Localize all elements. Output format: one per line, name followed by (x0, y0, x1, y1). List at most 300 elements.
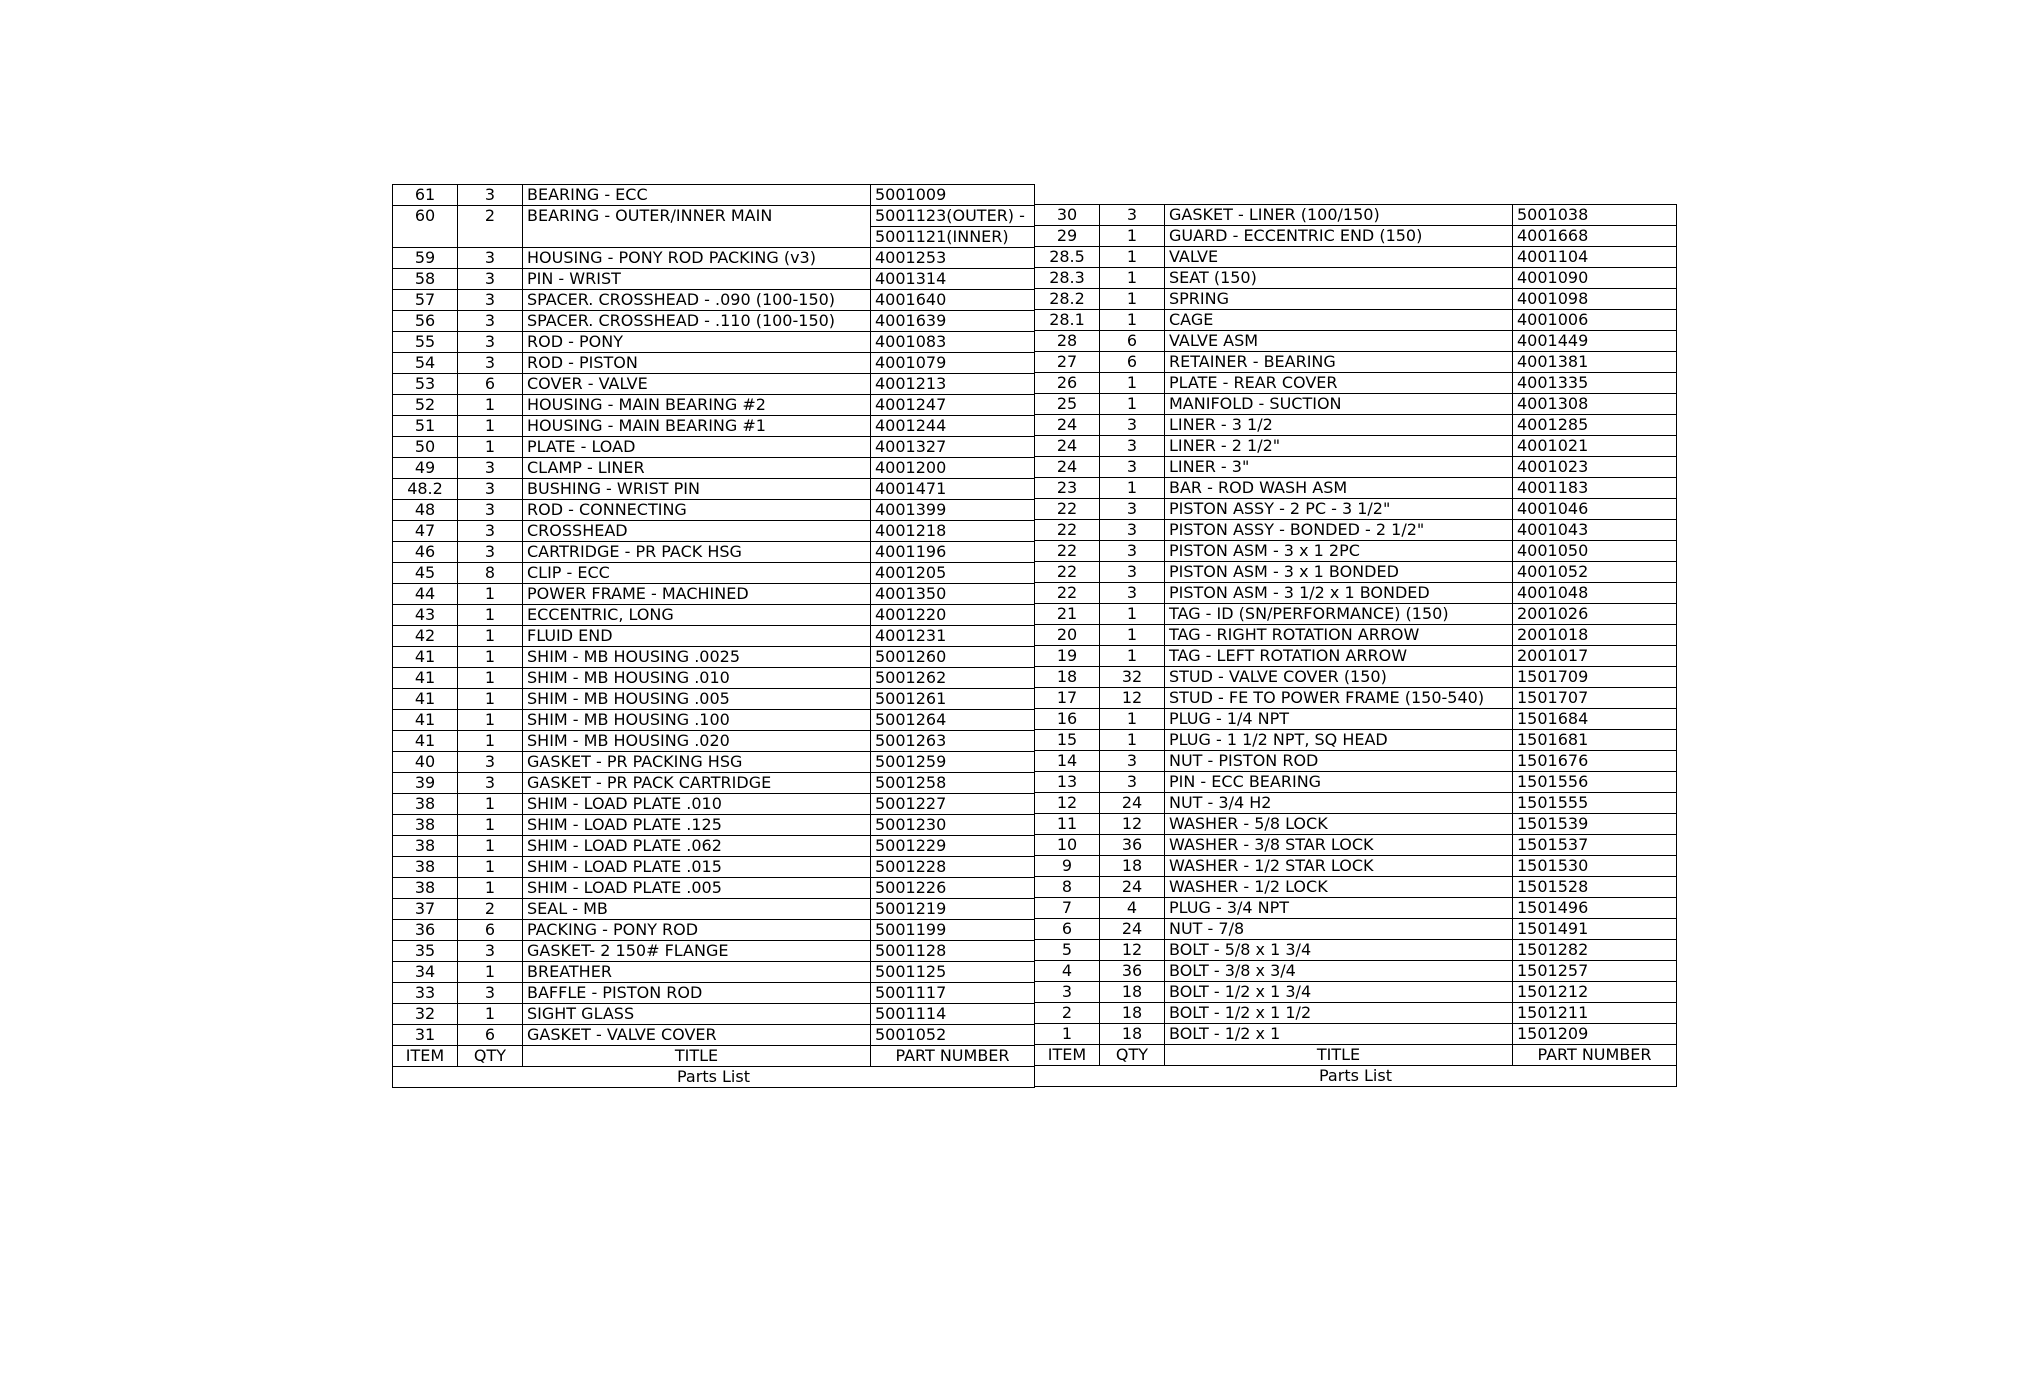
part-number-cell: 1501537 (1513, 835, 1677, 856)
part-number-cell: 5001228 (871, 857, 1035, 878)
item-number-cell: 15 (1035, 730, 1100, 751)
title-cell: BOLT - 3/8 x 3/4 (1165, 961, 1513, 982)
item-number-cell: 29 (1035, 226, 1100, 247)
quantity-cell: 3 (458, 290, 523, 311)
item-number-cell: 20 (1035, 625, 1100, 646)
part-number-cell: 4001213 (871, 374, 1035, 395)
quantity-cell: 3 (458, 479, 523, 500)
title-cell: WASHER - 5/8 LOCK (1165, 814, 1513, 835)
quantity-cell: 3 (1100, 499, 1165, 520)
quantity-cell: 3 (458, 983, 523, 1004)
table-row (393, 689, 1035, 710)
item-number-cell: 41 (393, 731, 458, 752)
title-cell: BOLT - 1/2 x 1 (1165, 1024, 1513, 1045)
item-number-cell: 32 (393, 1004, 458, 1025)
title-cell: SHIM - LOAD PLATE .015 (523, 857, 871, 878)
quantity-cell: 1 (458, 878, 523, 899)
table-row (1035, 1003, 1677, 1024)
item-number-cell: 9 (1035, 856, 1100, 877)
table-row (393, 920, 1035, 941)
item-number-cell: 41 (393, 689, 458, 710)
item-number-cell: 22 (1035, 562, 1100, 583)
item-number-cell: 58 (393, 269, 458, 290)
item-number-cell: 26 (1035, 373, 1100, 394)
quantity-cell: 3 (1100, 457, 1165, 478)
table-row (1035, 478, 1677, 499)
title-cell: PLUG - 1/4 NPT (1165, 709, 1513, 730)
quantity-cell: 24 (1100, 877, 1165, 898)
quantity-cell: 1 (1100, 268, 1165, 289)
item-number-cell: 49 (393, 458, 458, 479)
item-number-cell: 28.1 (1035, 310, 1100, 331)
title-cell: BUSHING - WRIST PIN (523, 479, 871, 500)
part-number-cell: 4001471 (871, 479, 1035, 500)
title-cell: GASKET - LINER (100/150) (1165, 205, 1513, 226)
quantity-cell: 18 (1100, 982, 1165, 1003)
table-row (393, 899, 1035, 920)
item-number-cell: 60 (393, 206, 458, 248)
quantity-cell: 12 (1100, 688, 1165, 709)
title-cell: LINER - 2 1/2" (1165, 436, 1513, 457)
title-cell: BAR - ROD WASH ASM (1165, 478, 1513, 499)
item-number-cell: 53 (393, 374, 458, 395)
part-number-cell: 4001285 (1513, 415, 1677, 436)
item-number-cell: 22 (1035, 499, 1100, 520)
item-number-cell: 12 (1035, 793, 1100, 814)
table-row (393, 752, 1035, 773)
quantity-cell: 3 (1100, 751, 1165, 772)
item-number-cell: 55 (393, 332, 458, 353)
item-number-cell: 24 (1035, 457, 1100, 478)
quantity-cell: 36 (1100, 961, 1165, 982)
title-cell: PLUG - 3/4 NPT (1165, 898, 1513, 919)
quantity-cell: 6 (1100, 352, 1165, 373)
title-cell: NUT - PISTON ROD (1165, 751, 1513, 772)
title-cell: MANIFOLD - SUCTION (1165, 394, 1513, 415)
item-number-cell: 43 (393, 605, 458, 626)
table-row (1035, 247, 1677, 268)
part-number-cell: 4001640 (871, 290, 1035, 311)
quantity-cell: 6 (458, 1025, 523, 1046)
qty-column-header: QTY (458, 1046, 523, 1067)
part-number-cell: 5001230 (871, 815, 1035, 836)
quantity-cell: 3 (458, 500, 523, 521)
title-cell: LINER - 3 1/2 (1165, 415, 1513, 436)
part-number-cell: 4001104 (1513, 247, 1677, 268)
title-cell: STUD - VALVE COVER (150) (1165, 667, 1513, 688)
quantity-cell: 1 (458, 815, 523, 836)
item-number-cell: 38 (393, 794, 458, 815)
table-row (393, 332, 1035, 353)
part-number-cell: 4001098 (1513, 289, 1677, 310)
quantity-cell: 18 (1100, 1024, 1165, 1045)
quantity-cell: 3 (1100, 541, 1165, 562)
quantity-cell: 1 (458, 794, 523, 815)
part-number-cell: 1501530 (1513, 856, 1677, 877)
title-cell: SEAT (150) (1165, 268, 1513, 289)
quantity-cell: 1 (458, 689, 523, 710)
quantity-cell: 3 (458, 521, 523, 542)
table-row (393, 794, 1035, 815)
table-row (1035, 394, 1677, 415)
item-number-cell: 39 (393, 773, 458, 794)
title-column-header: TITLE (1165, 1045, 1513, 1066)
table-row (1035, 310, 1677, 331)
title-cell: SHIM - LOAD PLATE .010 (523, 794, 871, 815)
title-cell: RETAINER - BEARING (1165, 352, 1513, 373)
table-row (393, 626, 1035, 647)
part-number-cell: 5001262 (871, 668, 1035, 689)
table-row (1035, 373, 1677, 394)
title-cell: SPACER. CROSSHEAD - .090 (100-150) (523, 290, 871, 311)
title-cell: BOLT - 5/8 x 1 3/4 (1165, 940, 1513, 961)
part-number-cell: 4001308 (1513, 394, 1677, 415)
quantity-cell: 8 (458, 563, 523, 584)
table-row (393, 311, 1035, 332)
quantity-cell: 1 (1100, 394, 1165, 415)
title-cell: WASHER - 1/2 STAR LOCK (1165, 856, 1513, 877)
quantity-cell: 1 (458, 857, 523, 878)
title-cell: PISTON ASM - 3 x 1 2PC (1165, 541, 1513, 562)
title-cell: PIN - WRIST (523, 269, 871, 290)
part-number-cell: 1501528 (1513, 877, 1677, 898)
item-number-cell: 41 (393, 710, 458, 731)
title-cell: STUD - FE TO POWER FRAME (150-540) (1165, 688, 1513, 709)
table-row (393, 668, 1035, 689)
quantity-cell: 1 (458, 668, 523, 689)
table-row (1035, 793, 1677, 814)
quantity-cell: 1 (1100, 709, 1165, 730)
quantity-cell: 1 (1100, 625, 1165, 646)
title-cell: PLUG - 1 1/2 NPT, SQ HEAD (1165, 730, 1513, 751)
table-row (1035, 835, 1677, 856)
title-cell: SHIM - MB HOUSING .0025 (523, 647, 871, 668)
item-number-cell: 48 (393, 500, 458, 521)
item-number-cell: 37 (393, 899, 458, 920)
quantity-cell: 2 (458, 899, 523, 920)
part-number-cell: 1501496 (1513, 898, 1677, 919)
title-cell: ROD - PISTON (523, 353, 871, 374)
title-cell: CLIP - ECC (523, 563, 871, 584)
title-cell: HOUSING - PONY ROD PACKING (v3) (523, 248, 871, 269)
table-row (1035, 877, 1677, 898)
item-number-cell: 28.2 (1035, 289, 1100, 310)
quantity-cell: 36 (1100, 835, 1165, 856)
title-cell: VALVE (1165, 247, 1513, 268)
table-row (393, 206, 1035, 227)
table-row (1035, 751, 1677, 772)
item-number-cell: 14 (1035, 751, 1100, 772)
table-row (393, 269, 1035, 290)
part-number-cell: 1501556 (1513, 772, 1677, 793)
part-number-cell: 5001258 (871, 773, 1035, 794)
title-cell: SPRING (1165, 289, 1513, 310)
quantity-cell: 4 (1100, 898, 1165, 919)
part-number-cell: 1501257 (1513, 961, 1677, 982)
table-row (1035, 646, 1677, 667)
part-number-cell: 1501209 (1513, 1024, 1677, 1045)
table-row (1035, 1024, 1677, 1045)
quantity-cell: 3 (458, 269, 523, 290)
part-number-cell: 4001200 (871, 458, 1035, 479)
table-row (393, 1025, 1035, 1046)
item-number-cell: 51 (393, 416, 458, 437)
item-number-cell: 28 (1035, 331, 1100, 352)
part-number-cell: 5001199 (871, 920, 1035, 941)
quantity-cell: 3 (458, 332, 523, 353)
title-cell: ROD - CONNECTING (523, 500, 871, 521)
quantity-cell: 12 (1100, 940, 1165, 961)
table-row (1035, 331, 1677, 352)
part-number-cell: 5001128 (871, 941, 1035, 962)
part-number-cell: 4001021 (1513, 436, 1677, 457)
item-number-cell: 31 (393, 1025, 458, 1046)
table-row (1035, 268, 1677, 289)
table-row (1035, 709, 1677, 730)
part-number-cell: 4001231 (871, 626, 1035, 647)
quantity-cell: 6 (1100, 331, 1165, 352)
title-cell: SHIM - LOAD PLATE .125 (523, 815, 871, 836)
table-row (393, 647, 1035, 668)
item-number-cell: 38 (393, 857, 458, 878)
part-number-cell: 1501539 (1513, 814, 1677, 835)
part-number-cell: 4001668 (1513, 226, 1677, 247)
title-cell: GASKET - PR PACK CARTRIDGE (523, 773, 871, 794)
quantity-cell: 1 (1100, 730, 1165, 751)
quantity-cell: 3 (1100, 205, 1165, 226)
item-number-cell: 59 (393, 248, 458, 269)
quantity-cell: 3 (1100, 415, 1165, 436)
item-number-cell: 7 (1035, 898, 1100, 919)
item-number-cell: 44 (393, 584, 458, 605)
item-number-cell: 22 (1035, 541, 1100, 562)
title-cell: SHIM - MB HOUSING .010 (523, 668, 871, 689)
item-number-cell: 28.5 (1035, 247, 1100, 268)
table-row (1035, 688, 1677, 709)
title-cell: BAFFLE - PISTON ROD (523, 983, 871, 1004)
table-row (1035, 499, 1677, 520)
table-row (1035, 772, 1677, 793)
part-number-cell: 1501681 (1513, 730, 1677, 751)
qty-column-header: QTY (1100, 1045, 1165, 1066)
item-number-cell: 22 (1035, 520, 1100, 541)
part-number-cell: 1501676 (1513, 751, 1677, 772)
part-number-cell: 4001247 (871, 395, 1035, 416)
title-cell: FLUID END (523, 626, 871, 647)
item-number-cell: 36 (393, 920, 458, 941)
title-cell: COVER - VALVE (523, 374, 871, 395)
title-cell: PISTON ASSY - BONDED - 2 1/2" (1165, 520, 1513, 541)
quantity-cell: 1 (1100, 289, 1165, 310)
part-number-cell: 1501491 (1513, 919, 1677, 940)
item-number-cell: 24 (1035, 436, 1100, 457)
table-row (393, 815, 1035, 836)
quantity-cell: 1 (458, 710, 523, 731)
title-cell: NUT - 7/8 (1165, 919, 1513, 940)
part-number-cell: 2001026 (1513, 604, 1677, 625)
item-column-header: ITEM (1035, 1045, 1100, 1066)
part-number-cell: 5001260 (871, 647, 1035, 668)
table-row (1035, 226, 1677, 247)
part-number-cell: 4001639 (871, 311, 1035, 332)
part-number-cell: 2001017 (1513, 646, 1677, 667)
item-number-cell: 41 (393, 668, 458, 689)
item-number-cell: 23 (1035, 478, 1100, 499)
item-number-cell: 57 (393, 290, 458, 311)
table-row (393, 395, 1035, 416)
table-row (393, 437, 1035, 458)
title-cell: BOLT - 1/2 x 1 1/2 (1165, 1003, 1513, 1024)
quantity-cell: 3 (458, 248, 523, 269)
quantity-cell: 3 (1100, 520, 1165, 541)
part-number-cell: 5001264 (871, 710, 1035, 731)
part-number-cell: 5001229 (871, 836, 1035, 857)
item-number-cell: 45 (393, 563, 458, 584)
table-row (393, 773, 1035, 794)
table-row (1035, 814, 1677, 835)
item-number-cell: 38 (393, 836, 458, 857)
item-number-cell: 2 (1035, 1003, 1100, 1024)
title-cell: GASKET - PR PACKING HSG (523, 752, 871, 773)
quantity-cell: 1 (458, 647, 523, 668)
item-number-cell: 11 (1035, 814, 1100, 835)
quantity-cell: 24 (1100, 793, 1165, 814)
part-number-cell: 5001121(INNER) (871, 227, 1035, 248)
title-cell: SPACER. CROSSHEAD - .110 (100-150) (523, 311, 871, 332)
table-row (393, 878, 1035, 899)
table-row (393, 500, 1035, 521)
part-number-cell: 4001205 (871, 563, 1035, 584)
part-number-column-header: PART NUMBER (1513, 1045, 1677, 1066)
quantity-cell: 3 (458, 773, 523, 794)
part-number-cell: 5001009 (871, 185, 1035, 206)
item-number-cell: 21 (1035, 604, 1100, 625)
table-row (1035, 415, 1677, 436)
table-row (393, 416, 1035, 437)
title-cell: GUARD - ECCENTRIC END (150) (1165, 226, 1513, 247)
table-row (1035, 625, 1677, 646)
part-number-cell: 4001350 (871, 584, 1035, 605)
quantity-cell: 32 (1100, 667, 1165, 688)
quantity-cell: 1 (1100, 478, 1165, 499)
title-cell: LINER - 3" (1165, 457, 1513, 478)
title-cell: SHIM - MB HOUSING .020 (523, 731, 871, 752)
item-number-cell: 52 (393, 395, 458, 416)
quantity-cell: 1 (458, 605, 523, 626)
part-number-cell: 4001083 (871, 332, 1035, 353)
part-number-cell: 4001381 (1513, 352, 1677, 373)
quantity-cell: 1 (1100, 310, 1165, 331)
part-number-cell: 5001038 (1513, 205, 1677, 226)
part-number-cell: 5001114 (871, 1004, 1035, 1025)
quantity-cell: 6 (458, 374, 523, 395)
item-number-cell: 38 (393, 878, 458, 899)
title-cell: SHIM - LOAD PLATE .005 (523, 878, 871, 899)
item-number-cell: 41 (393, 647, 458, 668)
part-number-cell: 5001259 (871, 752, 1035, 773)
part-number-cell: 4001048 (1513, 583, 1677, 604)
quantity-cell: 1 (1100, 604, 1165, 625)
title-cell: TAG - LEFT ROTATION ARROW (1165, 646, 1513, 667)
quantity-cell: 3 (458, 752, 523, 773)
quantity-cell: 1 (458, 437, 523, 458)
parts-list-caption: Parts List (1035, 1066, 1677, 1087)
part-number-cell: 4001220 (871, 605, 1035, 626)
table-row (1035, 919, 1677, 940)
item-number-cell: 27 (1035, 352, 1100, 373)
table-row (393, 857, 1035, 878)
title-cell: SIGHT GLASS (523, 1004, 871, 1025)
quantity-cell: 3 (1100, 562, 1165, 583)
title-cell: BEARING - ECC (523, 185, 871, 206)
table-row (393, 542, 1035, 563)
quantity-cell: 1 (458, 395, 523, 416)
table-row (1035, 730, 1677, 751)
title-cell: BREATHER (523, 962, 871, 983)
item-number-cell: 61 (393, 185, 458, 206)
title-cell: PIN - ECC BEARING (1165, 772, 1513, 793)
table-row (393, 248, 1035, 269)
part-number-cell: 5001219 (871, 899, 1035, 920)
table-row (1035, 352, 1677, 373)
part-number-cell: 4001244 (871, 416, 1035, 437)
part-number-cell: 5001052 (871, 1025, 1035, 1046)
table-row (393, 479, 1035, 500)
quantity-cell: 1 (458, 836, 523, 857)
item-number-cell: 10 (1035, 835, 1100, 856)
table-row (1035, 856, 1677, 877)
table-row (393, 605, 1035, 626)
part-number-cell: 4001196 (871, 542, 1035, 563)
item-number-cell: 4 (1035, 961, 1100, 982)
item-number-cell: 48.2 (393, 479, 458, 500)
item-number-cell: 1 (1035, 1024, 1100, 1045)
item-number-cell: 6 (1035, 919, 1100, 940)
title-cell: GASKET- 2 150# FLANGE (523, 941, 871, 962)
quantity-cell: 3 (1100, 583, 1165, 604)
table-row (1035, 520, 1677, 541)
part-number-cell: 5001117 (871, 983, 1035, 1004)
table-row (393, 962, 1035, 983)
item-number-cell: 16 (1035, 709, 1100, 730)
title-cell: PLATE - LOAD (523, 437, 871, 458)
item-number-cell: 13 (1035, 772, 1100, 793)
quantity-cell: 12 (1100, 814, 1165, 835)
table-row (393, 836, 1035, 857)
title-cell: HOUSING - MAIN BEARING #2 (523, 395, 871, 416)
part-number-cell: 1501707 (1513, 688, 1677, 709)
table-row (1035, 205, 1677, 226)
quantity-cell: 3 (1100, 772, 1165, 793)
part-number-cell: 5001261 (871, 689, 1035, 710)
title-cell: NUT - 3/4 H2 (1165, 793, 1513, 814)
title-cell: WASHER - 3/8 STAR LOCK (1165, 835, 1513, 856)
item-number-cell: 38 (393, 815, 458, 836)
part-number-cell: 4001090 (1513, 268, 1677, 289)
table-row (1035, 667, 1677, 688)
table-row (393, 185, 1035, 206)
quantity-cell: 1 (1100, 226, 1165, 247)
item-number-cell: 24 (1035, 415, 1100, 436)
item-number-cell: 56 (393, 311, 458, 332)
part-number-column-header: PART NUMBER (871, 1046, 1035, 1067)
quantity-cell: 1 (1100, 247, 1165, 268)
title-cell: GASKET - VALVE COVER (523, 1025, 871, 1046)
table-row (393, 584, 1035, 605)
table-row (1035, 982, 1677, 1003)
title-cell: HOUSING - MAIN BEARING #1 (523, 416, 871, 437)
quantity-cell: 18 (1100, 1003, 1165, 1024)
